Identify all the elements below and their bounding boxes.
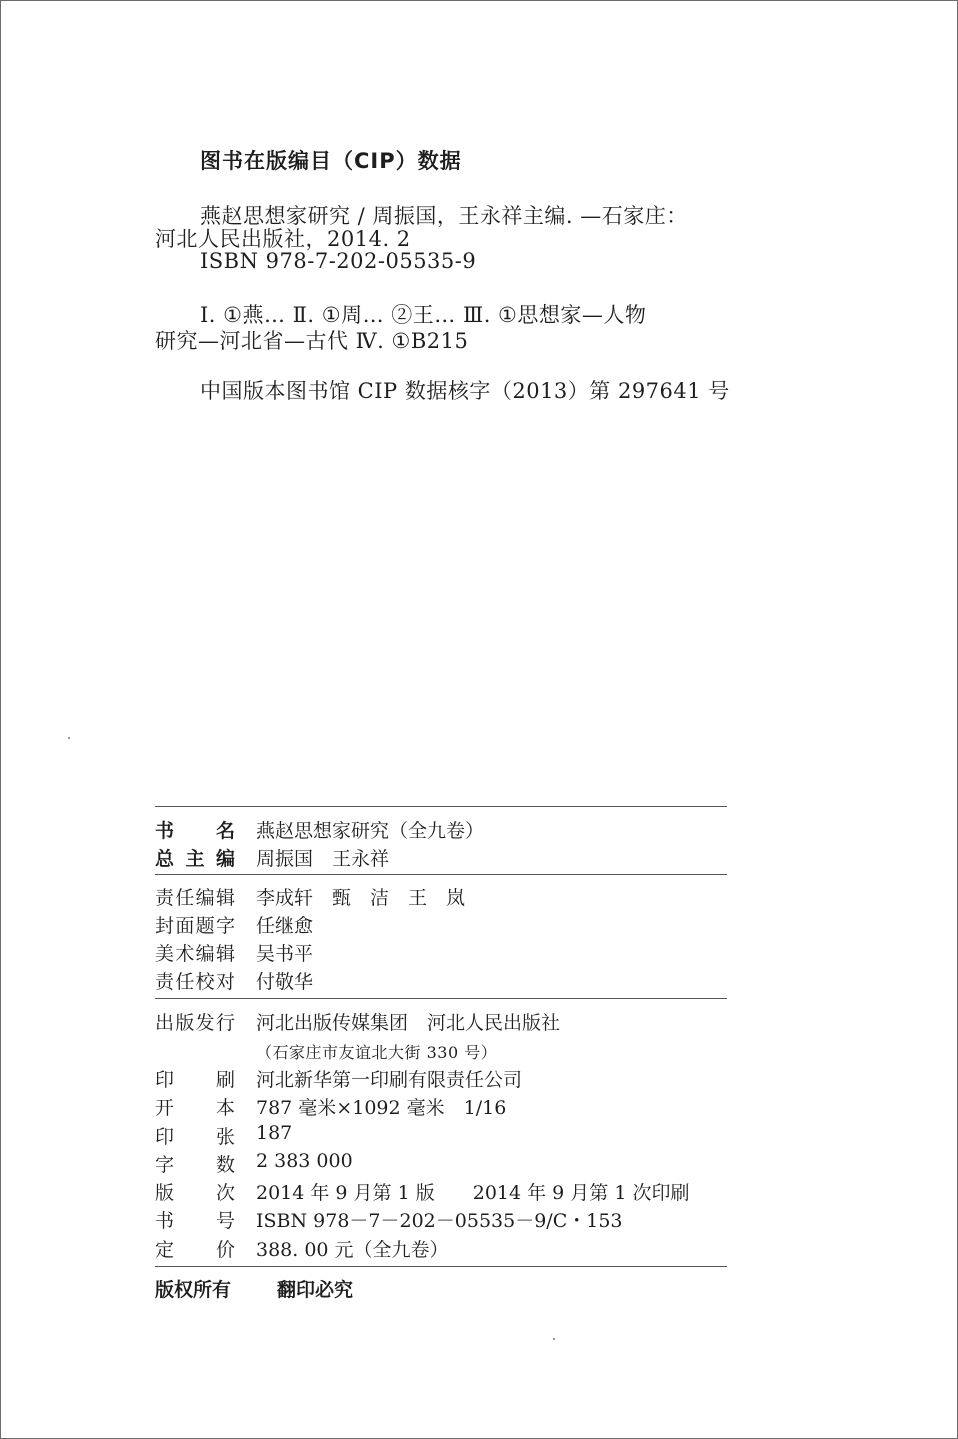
colophon-row-art-editor	[155, 939, 314, 965]
divider	[155, 806, 727, 807]
row-value: 周振国 王永祥	[256, 848, 390, 870]
rights-reserved: 版权所有	[155, 1279, 232, 1301]
row-label: 总 主 编	[155, 848, 235, 870]
colophon-row-word-count	[155, 1150, 353, 1176]
row-value: 付敬华	[256, 971, 314, 993]
speck	[68, 737, 70, 739]
row-label: 美术编辑	[155, 943, 235, 965]
cip-heading: 图书在版编目（CIP）数据	[200, 149, 462, 173]
cip-line-record: 中国版本图书馆 CIP 数据核字（2013）第 297641 号	[200, 379, 730, 403]
colophon-row-proofreader	[155, 967, 314, 993]
divider	[155, 874, 727, 875]
row-label: 印 张	[155, 1126, 235, 1148]
colophon-row-price	[155, 1235, 449, 1261]
publisher-address: （石家庄市友谊北大街 330 号）	[256, 1043, 498, 1062]
row-label: 责任编辑	[155, 887, 235, 909]
row-value: ISBN 978－7－202－05535－9/C・153	[256, 1210, 623, 1232]
row-value: 388. 00 元（全九卷）	[256, 1239, 449, 1261]
divider	[155, 1266, 727, 1267]
row-label: 印 刷	[155, 1069, 235, 1091]
colophon-row-title	[155, 816, 485, 842]
row-label: 书 名	[155, 820, 235, 842]
colophon-row-edition	[155, 1178, 690, 1204]
cip-line-isbn: ISBN 978-7-202-05535-9	[200, 249, 477, 273]
colophon-row-chief-editor	[155, 844, 390, 870]
row-label: 责任校对	[155, 971, 235, 993]
row-label: 书 号	[155, 1210, 235, 1232]
row-value: 787 毫米×1092 毫米 1/16	[256, 1097, 507, 1119]
divider	[155, 998, 727, 999]
row-value: 2 383 000	[256, 1150, 353, 1172]
colophon-row-printer	[155, 1065, 523, 1091]
row-value: 河北出版传媒集团 河北人民出版社	[256, 1012, 561, 1034]
row-label: 出版发行	[155, 1012, 235, 1034]
row-value: 河北新华第一印刷有限责任公司	[256, 1069, 523, 1091]
cip-line-title: 燕赵思想家研究 / 周振国，王永祥主编. —石家庄：	[200, 204, 688, 228]
colophon-row-publisher	[155, 1008, 561, 1034]
row-value: 李成轩 甄 洁 王 岚	[256, 887, 466, 909]
cip-line-classification-cont: 研究—河北省—古代 Ⅳ. ①B215	[155, 329, 469, 353]
speck	[553, 1338, 555, 1340]
row-label: 封面题字	[155, 915, 235, 937]
row-value: 任继愈	[256, 915, 314, 937]
row-label: 开 本	[155, 1097, 235, 1119]
cip-line-classification: Ⅰ. ①燕… Ⅱ. ①周… ②王… Ⅲ. ①思想家—人物	[200, 303, 647, 327]
row-value: 187	[256, 1122, 293, 1144]
row-label: 版 次	[155, 1182, 235, 1204]
row-label: 定 价	[155, 1239, 235, 1261]
cip-line-publisher: 河北人民出版社，2014. 2	[155, 227, 411, 251]
row-label: 字 数	[155, 1154, 235, 1176]
colophon-row-sheets	[155, 1122, 293, 1148]
row-value: 2014 年 9 月第 1 版 2014 年 9 月第 1 次印刷	[256, 1182, 690, 1204]
colophon-row-cover-calligraphy	[155, 911, 314, 937]
colophon-row-editor	[155, 883, 466, 909]
colophon-row-isbn	[155, 1206, 623, 1232]
colophon-row-format	[155, 1093, 507, 1119]
row-value: 燕赵思想家研究（全九卷）	[256, 820, 485, 842]
row-value: 吴书平	[256, 943, 314, 965]
piracy-prohibited: 翻印必究	[277, 1279, 354, 1301]
